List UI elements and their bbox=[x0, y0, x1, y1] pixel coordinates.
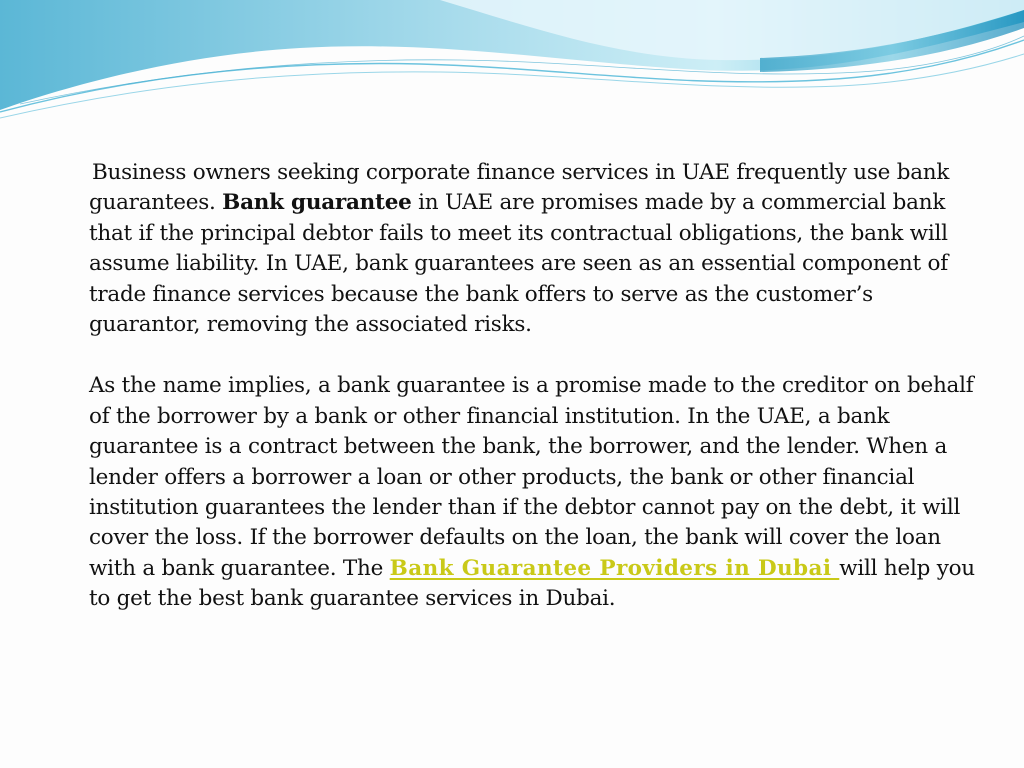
header-wave-decoration bbox=[0, 0, 1024, 130]
paragraph-intro-text-1: Business owners seeking corporate finance services in UAE frequently use bank guarantees. bbox=[89, 160, 950, 216]
paragraph-definition bbox=[89, 371, 979, 614]
paragraph-definition-tail: will help you to get the best bank guarantee services in Dubai. bbox=[89, 555, 975, 612]
bank-guarantee-providers-link[interactable]: Bank Guarantee Providers in Dubai bbox=[389, 555, 840, 581]
paragraph-definition-text: As the name implies, a bank guarantee is a promise made to the creditor on behalf of the borrower by a bank or other financial institution. In the UAE, a bank guarantee is a contract between the bank, the borrower, and the lender. When a lender offers a borrower a loan or other products, the bank or other financial institution guarantees the lender than if the debtor cannot pay on the debt, it will cover the loss. If the borrower defaults on the loan, the bank will cover the loan with a bank guarantee. The bbox=[89, 373, 974, 581]
paragraph-intro-text-2: in UAE are promises made by a commercial bank that if the principal debtor fails to meet its contractual obligations, the bank will assume liability. In UAE, bank guarantees are seen as an essential component of trade finance services because the bank offers to serve as the customer’s guarantor, removing the associated risks. bbox=[89, 190, 948, 338]
content-area bbox=[89, 158, 979, 615]
paragraph-intro bbox=[89, 158, 979, 340]
bank-guarantee-bold-term: Bank guarantee bbox=[222, 190, 412, 216]
